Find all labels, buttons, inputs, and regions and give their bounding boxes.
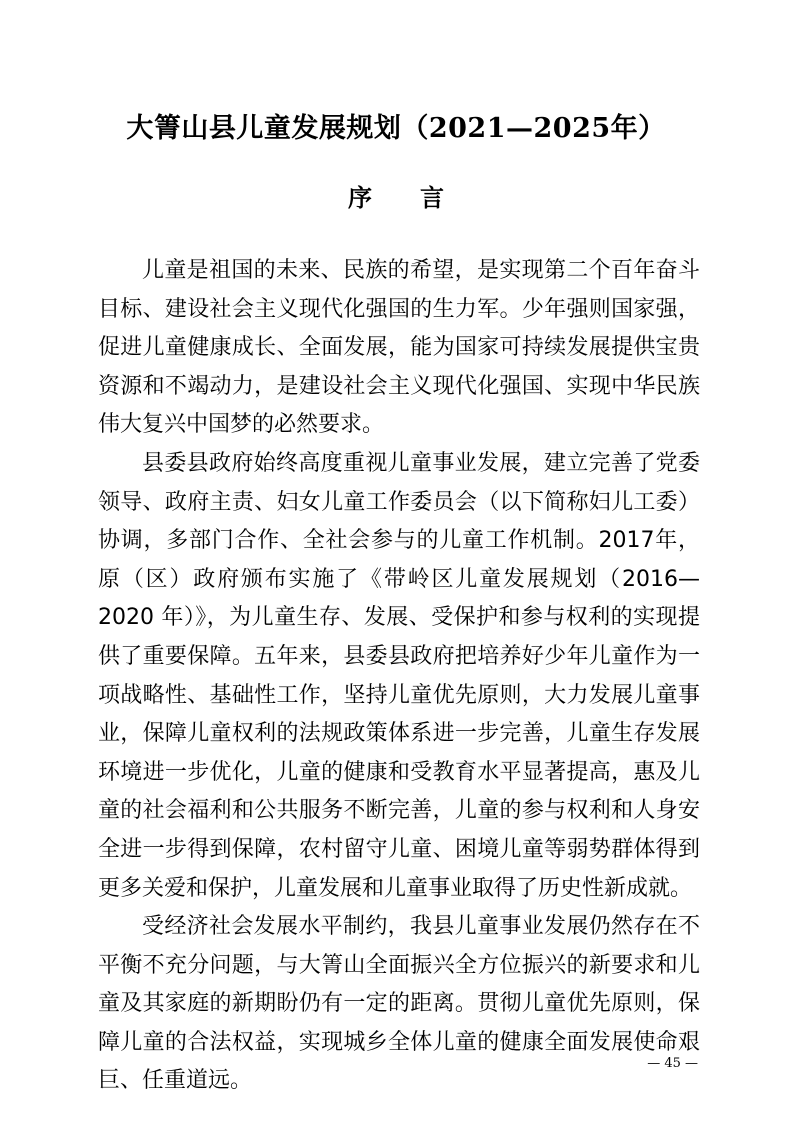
page-number: — 45 — — [647, 1056, 698, 1071]
paragraph: 县委县政府始终高度重视儿童事业发展，建立完善了党委领导、政府主责、妇女儿童工作委员会（以下简称妇儿工委）协调，多部门合作、全社会参与的儿童工作机制。2017年，原（区）政府颁布实施了《带岭区儿童发展规划（2016—2020 年）》，为儿童生存、发展、受保护和参与权利的实现提供了重要保障。五年来，县委县政府把培养好少年儿童作为一项战略性、基础性工作，坚持儿童优先原则，大力发展儿童事业，保障儿童权利的法规政策体系进一步完善，儿童生存发展环境进一步优化，儿童的健康和受教育水平显著提高，惠及儿童的社会福利和公共服务不断完善，儿童的参与权利和人身安全进一步得到保障，农村留守儿童、困境儿童等弱势群体得到更多关爱和保护，儿童发展和儿童事业取得了历史性新成就。 — [98, 450, 700, 901]
body-text — [98, 252, 700, 1101]
document-title: 大箐山县儿童发展规划（2021—2025年） — [126, 113, 666, 144]
section-heading: 序言 — [348, 183, 492, 212]
paragraph: 受经济社会发展水平制约，我县儿童事业发展仍然存在不平衡不充分问题，与大箐山全面振兴全方位振兴的新要求和儿童及其家庭的新期盼仍有一定的距离。贯彻儿童优先原则，保障儿童的合法权益，实现城乡全体儿童的健康全面发展使命艰巨、任重道远。 — [98, 914, 700, 1094]
paragraph: 儿童是祖国的未来、民族的希望，是实现第二个百年奋斗目标、建设社会主义现代化强国的生力军。少年强则国家强，促进儿童健康成长、全面发展，能为国家可持续发展提供宝贵资源和不竭动力，是建设社会主义现代化强国、实现中华民族伟大复兴中国梦的必然要求。 — [98, 258, 700, 438]
